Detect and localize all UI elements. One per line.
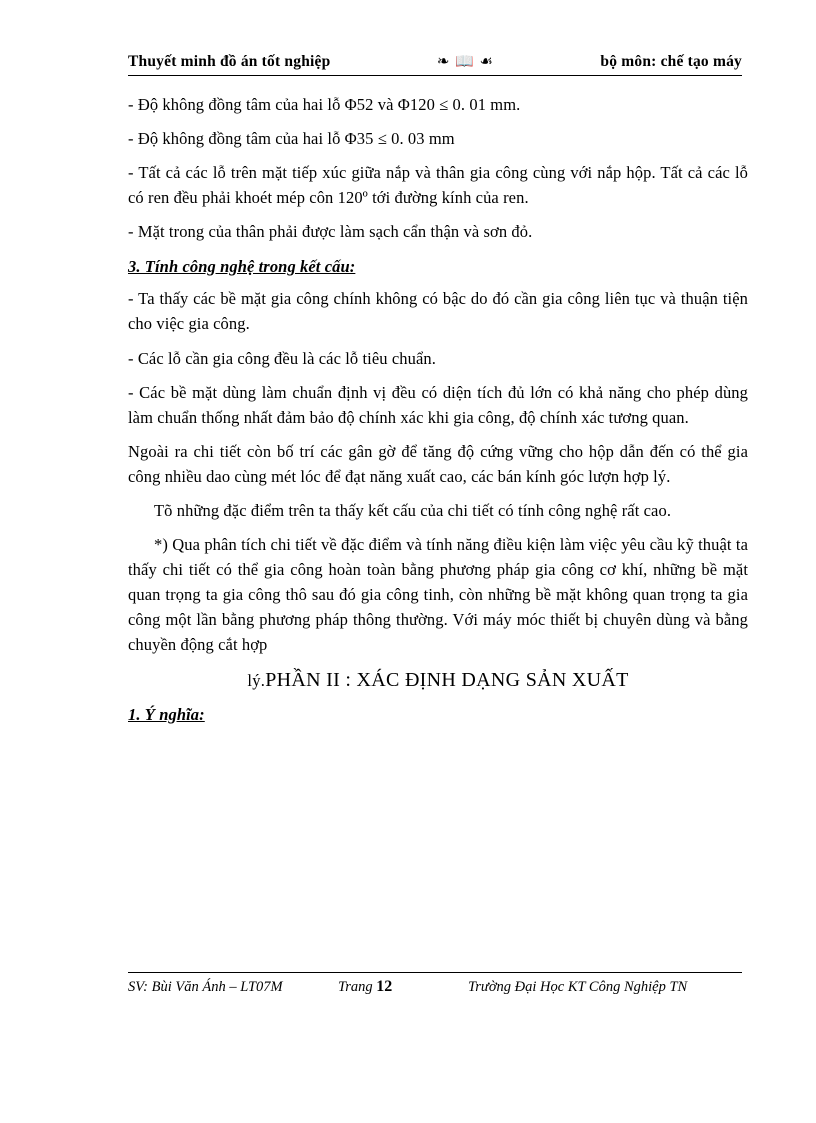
body-line: - Ta thấy các bề mặt gia công chính không có bậc do đó cần gia công liên tục và thuận tiện cho việc gia công. [128,289,748,334]
footer-institution: Trường Đại Học KT Công Nghiệp TN [468,979,688,995]
footer-page-label: Trang [338,979,373,995]
part-title [128,669,748,692]
page-header [128,52,742,76]
body-line: - Độ không đồng tâm của hai lỗ Φ35 ≤ 0. 03 mm [128,129,455,149]
body-line: - Tất cả các lỗ trên mặt tiếp xúc giữa nắp và thân gia công cùng với nắp hộp. Tất cả các lỗ có ren đều phải khoét mép côn 120º tới đường kính của ren. [128,163,748,208]
body-line: Ngoài ra chi tiết còn bố trí các gân gờ để tăng độ cứng vững cho hộp dẫn đến có thể gia công nhiều dao cùng mét lóc để đạt năng xuất cao, các bán kính góc lượn hợp lý. [128,441,748,486]
book-ornament-icon: ❧ 📖 ☙ [436,54,495,70]
footer-author: SV: Bùi Văn Ánh – LT07M [128,979,283,995]
body-line: - Mặt trong của thân phải được làm sạch cẩn thận và sơn đỏ. [128,222,533,242]
body-text [128,92,748,725]
body-line: - Độ không đồng tâm của hai lỗ Φ52 và Φ120 ≤ 0. 01 mm. [128,95,521,114]
page-content [128,52,748,734]
header-right-text: bộ môn: chế tạo máy [600,53,742,70]
body-line-indented: Tõ những đặc điểm trên ta thấy kết cấu của chi tiết có tính công nghệ rất cao. [154,500,672,520]
footer-page-indicator [338,978,468,996]
body-line: - Các bề mặt dùng làm chuẩn định vị đều có diện tích đủ lớn có khả năng cho phép dùng làm chuẩn thống nhất đảm bảo độ chính xác khi gia công, độ chính xác tương quan. [128,382,748,427]
page-footer [128,972,742,996]
page-number: 12 [376,978,393,995]
body-note-line: *) Qua phân tích chi tiết về đặc điểm và tính năng điều kiện làm việc yêu cầu kỹ thuật ta thấy chi tiết có thể gia công hoàn toàn bằng phương pháp gia công cơ khí, những bề mặt quan trọng ta gia công thô sau đó gia công tinh, còn những bề mặt không quan trọng ta gia công một lần bằng phương pháp thông thường. Với máy móc thiết bị chuyên dùng và bằng chuyền động cắt hợp [128,535,748,655]
header-left-text: Thuyết minh đồ án tốt nghiệp [128,53,331,70]
body-line: - Các lỗ cần gia công đều là các lỗ tiêu chuẩn. [128,348,436,368]
section-heading-1: 1. Ý nghĩa: [128,705,205,725]
part-title-text: PHẦN II : XÁC ĐỊNH DẠNG SẢN XUẤT [265,669,629,692]
part-title-lead: lý. [247,671,266,691]
section-heading-3: 3. Tính công nghệ trong kết cấu: [128,257,356,277]
